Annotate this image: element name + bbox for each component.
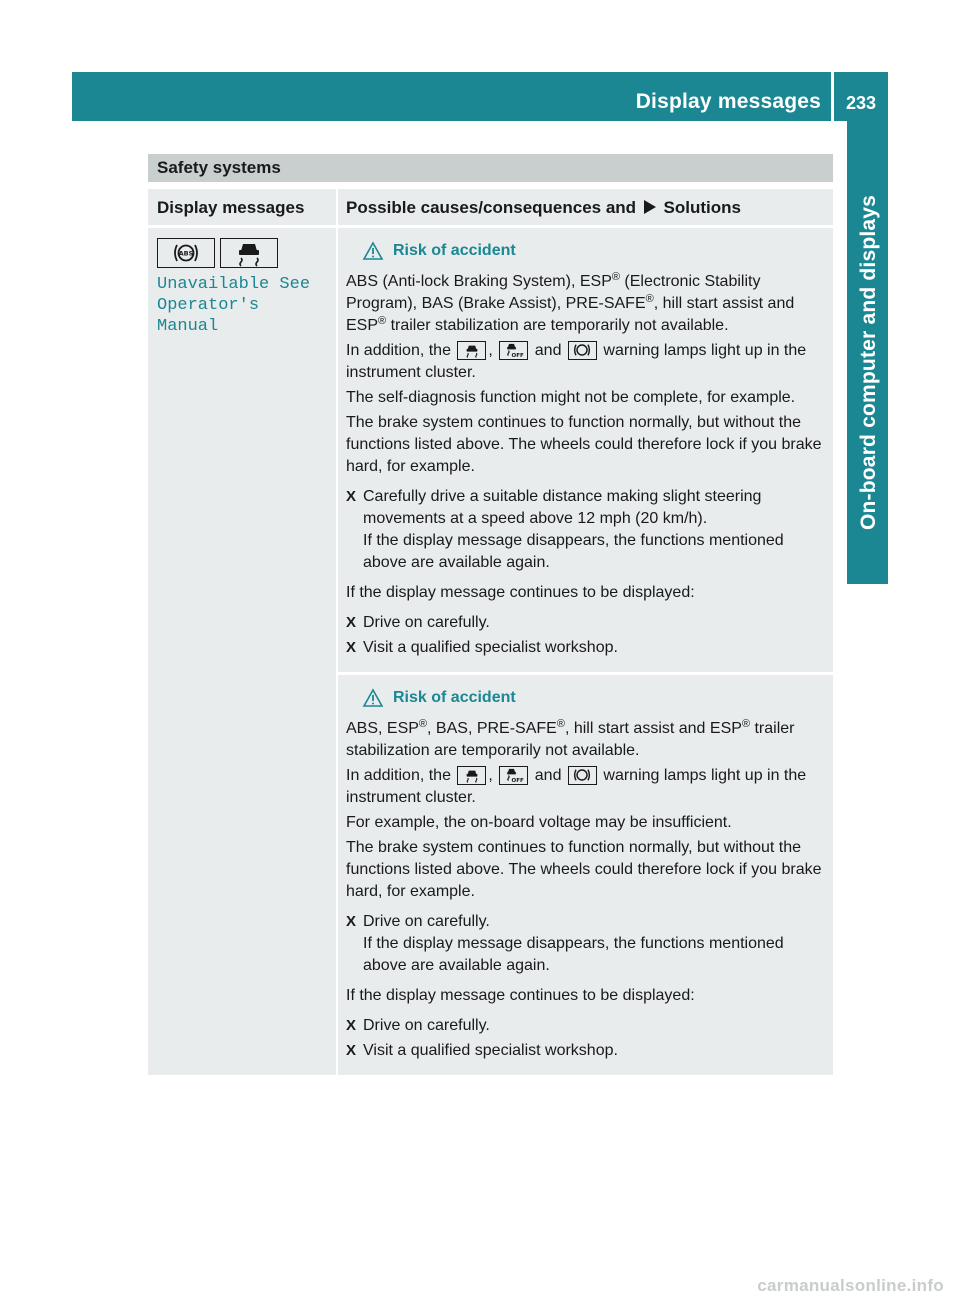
side-tab-label: On-board computer and displays (857, 194, 880, 530)
page-header (72, 72, 888, 121)
table-row (148, 228, 833, 1075)
paragraph: If the display message continues to be displayed: (346, 584, 695, 601)
esp-skid-car-icon (457, 766, 486, 785)
abs-warning-lamp-icon (568, 341, 597, 360)
warning-triangle-icon (363, 242, 383, 260)
step-marker: X (346, 1042, 357, 1059)
table-header-row (148, 189, 833, 225)
step-item: X Visit a qualified specialist workshop. (346, 637, 825, 659)
esp-skid-car-icon (220, 238, 278, 268)
paragraph: If the display message continues to be displayed: (346, 987, 695, 1004)
svg-text:OFF: OFF (511, 352, 524, 359)
paragraph: In addition, the , OFF and warning lamps light up in the instrument cluster. (346, 767, 807, 806)
step-item: X Drive on carefully. (346, 612, 825, 634)
display-message-line1: Unavailable See (157, 275, 311, 294)
lamp-icons (157, 238, 327, 268)
step-item: X Drive on carefully. If the display message disappears, the functions mentioned above are available again. (346, 911, 825, 977)
paragraph: For example, the on-board voltage may be insufficient. (346, 814, 732, 831)
svg-text:OFF: OFF (511, 777, 524, 784)
paragraph: ABS, ESP®, BAS, PRE-SAFE®, hill start assist and ESP® trailer stabilization are temporarily not available. (346, 718, 795, 759)
step-marker: X (346, 488, 357, 505)
display-message-cell (148, 228, 336, 1075)
abs-warning-lamp-icon (157, 238, 215, 268)
warning-triangle-icon (363, 689, 383, 707)
paragraph: The brake system continues to function normally, but without the functions listed above. The wheels could therefore lock if you brake hard, for example. (346, 839, 822, 900)
safety-systems-table (148, 154, 833, 1075)
causes-solutions-cell (336, 228, 833, 1075)
paragraph: In addition, the , OFF and warning lamps light up in the instrument cluster. (346, 342, 807, 381)
right-arrow-icon (644, 200, 656, 214)
step-item: X Carefully drive a suitable distance making slight steering movements at a speed above 12 mph (20 km/h). If the display message disappears, the functions mentioned above are available again. (346, 486, 825, 574)
step-marker: X (346, 913, 357, 930)
esp-skid-car-icon (457, 341, 486, 360)
solution-block-1 (338, 228, 833, 672)
paragraph: The brake system continues to function normally, but without the functions listed above. The wheels could therefore lock if you brake hard, for example. (346, 414, 822, 475)
watermark: carmanualsonline.info (757, 1276, 944, 1295)
section-title: Safety systems (148, 154, 833, 182)
paragraph: ABS (Anti-lock Braking System), ESP® (Electronic Stability Program), BAS (Brake Assist), PRE-SAFE®, hill start assist and ESP® trailer stabilization are temporarily not available. (346, 271, 795, 334)
esp-off-car-icon (499, 766, 528, 785)
col-header-causes-solutions: Possible causes/consequences and Solutions (336, 189, 833, 225)
solution-block-2 (338, 675, 833, 1075)
abs-warning-lamp-icon (568, 766, 597, 785)
step-marker: X (346, 1017, 357, 1034)
display-message-line2: Operator's Manual (157, 296, 260, 336)
col-header-display-messages: Display messages (157, 198, 305, 217)
step-item: X Drive on carefully. (346, 1015, 825, 1037)
paragraph: The self-diagnosis function might not be complete, for example. (346, 389, 796, 406)
svg-text:ABS: ABS (178, 249, 194, 258)
step-item: X Visit a qualified specialist workshop. (346, 1040, 825, 1062)
esp-off-car-icon (499, 341, 528, 360)
page-number: 233 (845, 93, 877, 113)
warning-heading: Risk of accident (346, 240, 825, 262)
step-marker: X (346, 614, 357, 631)
step-marker: X (346, 639, 357, 656)
warning-heading: Risk of accident (346, 687, 825, 709)
page-title: Display messages (635, 90, 821, 113)
